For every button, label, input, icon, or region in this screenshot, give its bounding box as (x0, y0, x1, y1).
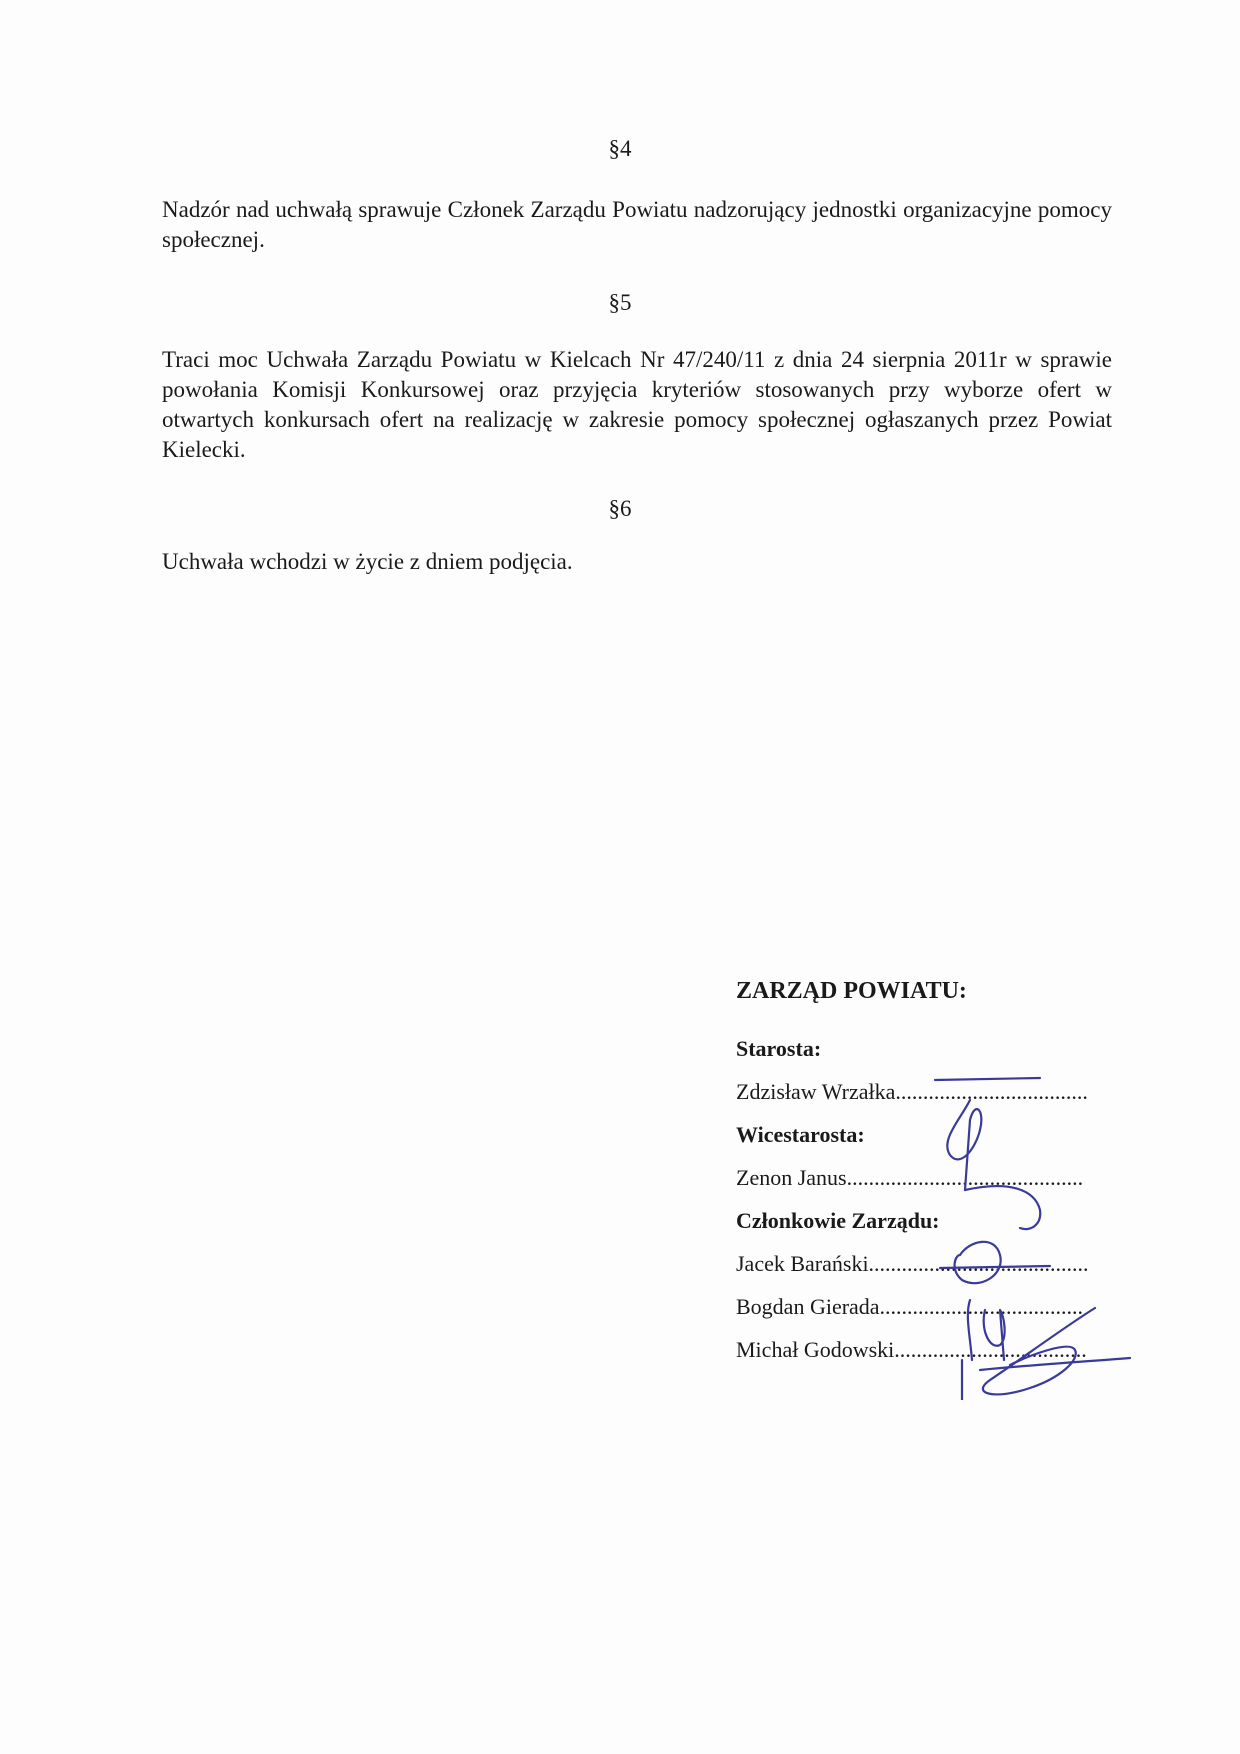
board-title: ZARZĄD POWIATU: (736, 978, 967, 1004)
signatory-baranski: Jacek Barański........................................ (736, 1251, 1089, 1276)
section-4-heading: §4 (608, 136, 632, 161)
section-6-text: Uchwała wchodzi w życie z dniem podjęcia. (162, 549, 573, 574)
section-6-heading: §6 (608, 496, 632, 521)
handwritten-signature-mark-icon (900, 1060, 1160, 1400)
role-starosta: Starosta: (736, 1036, 822, 1061)
section-5-heading: §5 (608, 290, 632, 315)
signatory-janus: Zenon Janus........................................... (736, 1165, 1084, 1190)
signatory-godowski: Michał Godowski................................... (736, 1337, 1087, 1362)
section-5-text: Traci moc Uchwała Zarządu Powiatu w Kielcach Nr 47/240/11 z dnia 24 sierpnia 2011r w sprawie powołania Komisji Konkursowej oraz przyjęcia kryteriów stosowanych przy wyborze ofert w otwartych konkursach ofert na realizację w zakresie pomocy społecznej ogłaszanych przez Powiat Kielecki. (162, 347, 1112, 462)
section-4-text: Nadzór nad uchwałą sprawuje Członek Zarządu Powiatu nadzorujący jednostki organizacyjne pomocy społecznej. (162, 197, 1112, 252)
role-wicestarosta: Wicestarosta: (736, 1122, 865, 1147)
signatory-wrzalka: Zdzisław Wrzałka................................... (736, 1079, 1088, 1104)
signatory-gierada: Bogdan Gierada..................................... (736, 1294, 1084, 1319)
role-members: Członkowie Zarządu: (736, 1208, 940, 1233)
